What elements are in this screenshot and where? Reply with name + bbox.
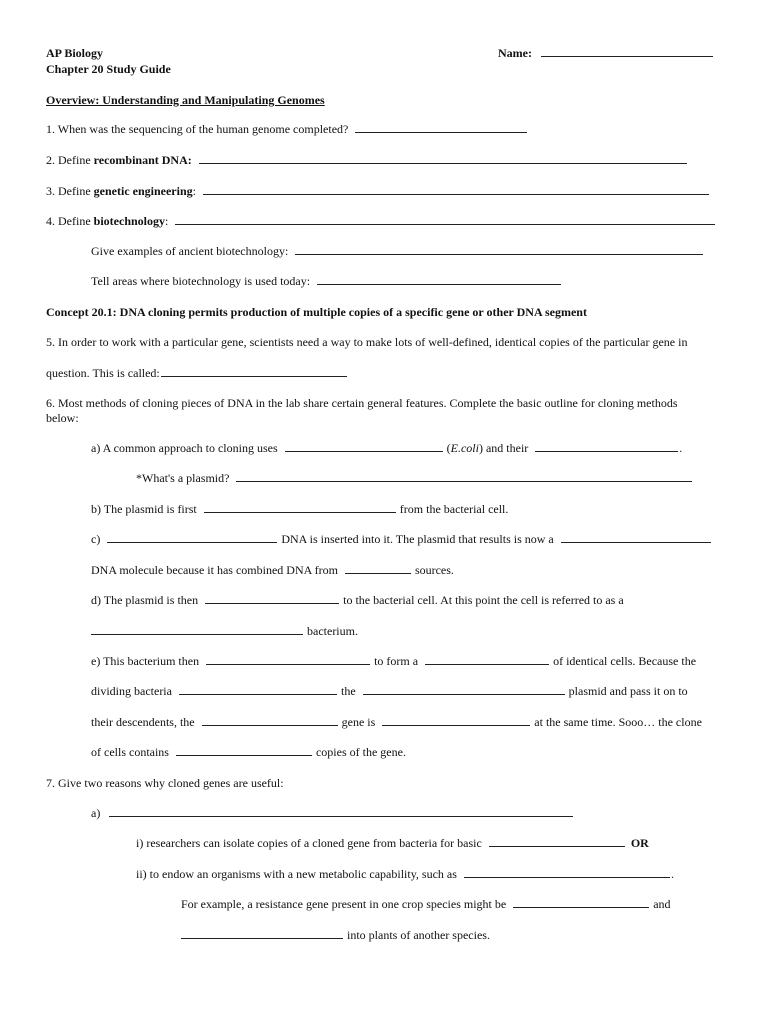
question-6a-blank-2[interactable] (535, 441, 678, 452)
question-6e2-prefix: dividing bacteria (91, 684, 172, 698)
question-6d-prefix: d) The plasmid is then (91, 593, 199, 607)
question-5-text-2: question. This is called: (46, 366, 160, 380)
overview-heading (46, 93, 325, 108)
question-6e-suffix: of identical cells. Because the (553, 654, 697, 668)
question-6c-line-2 (91, 563, 454, 578)
question-2 (46, 153, 688, 168)
question-3-suffix: : (192, 184, 196, 198)
question-4-blank[interactable] (175, 214, 715, 225)
question-4-ancient-text: Give examples of ancient biotechnology: (91, 244, 289, 258)
question-7ii (136, 867, 674, 882)
question-4-areas-text: Tell areas where biotechnology is used today: (91, 274, 311, 288)
question-6e3-mid: gene is (341, 715, 376, 729)
question-6e3-blank-2[interactable] (382, 715, 530, 726)
question-6a-blank-1[interactable] (285, 441, 443, 452)
question-6e3-prefix: their descendents, the (91, 715, 195, 729)
question-4-areas (91, 274, 562, 289)
question-6c2-blank[interactable] (345, 563, 411, 574)
question-7-example2-blank[interactable] (181, 928, 343, 939)
question-3 (46, 184, 710, 199)
question-6d (91, 593, 624, 608)
question-6b-suffix: from the bacterial cell. (399, 502, 509, 516)
question-6d-suffix: to the bacterial cell. At this point the cell is referred to as a (343, 593, 624, 607)
question-6b (91, 502, 508, 517)
question-6d2-blank[interactable] (91, 624, 303, 635)
question-6c-prefix: c) (91, 532, 101, 546)
question-6a-open: ( (446, 441, 451, 455)
question-7-example-text: For example, a resistance gene present in one crop species might be (181, 897, 507, 911)
question-6-line-1 (46, 396, 678, 411)
question-6e2-blank-1[interactable] (179, 684, 337, 695)
course-label: AP Biology (46, 46, 104, 60)
question-7-example-suffix: and (653, 897, 671, 911)
chapter-title (46, 62, 171, 77)
question-3-prefix: 3. Define (46, 184, 94, 198)
question-7ii-blank[interactable] (464, 867, 670, 878)
question-7-example-blank[interactable] (513, 897, 649, 908)
question-6e4-blank[interactable] (176, 745, 312, 756)
question-7ii-end: . (670, 867, 674, 881)
question-4-areas-blank[interactable] (317, 274, 561, 285)
question-6-line-2 (46, 411, 79, 426)
question-7 (46, 776, 284, 791)
question-1-text: 1. When was the sequencing of the human genome completed? (46, 122, 349, 136)
question-7-text: 7. Give two reasons why cloned genes are useful: (46, 776, 284, 790)
question-6d-line-2 (91, 624, 358, 639)
question-3-term: genetic engineering (93, 184, 193, 198)
question-2-blank[interactable] (199, 153, 687, 164)
question-6b-blank[interactable] (204, 502, 396, 513)
question-6c2-suffix: sources. (414, 563, 454, 577)
concept-heading-text: Concept 20.1: DNA cloning permits production of multiple copies of a specific gene or other DNA segment (46, 305, 587, 319)
question-6a-plasmid (136, 471, 693, 486)
question-6c2-prefix: DNA molecule because it has combined DNA from (91, 563, 338, 577)
question-6e3-suffix: at the same time. Sooo… the clone (534, 715, 702, 729)
question-5-blank[interactable] (161, 366, 347, 377)
question-6d-blank[interactable] (205, 593, 339, 604)
question-6e2-blank-2[interactable] (363, 684, 565, 695)
concept-heading (46, 305, 587, 320)
question-6e-blank-1[interactable] (206, 654, 370, 665)
question-6a (91, 441, 682, 456)
question-7i-or: OR (630, 836, 649, 850)
question-6e-line-4 (91, 745, 406, 760)
question-6-text-2: below: (46, 411, 79, 425)
question-6a-ecoli: E.coli (450, 441, 479, 455)
question-1 (46, 122, 528, 137)
question-6c-blank-2[interactable] (561, 532, 711, 543)
chapter-label: Chapter 20 Study Guide (46, 62, 171, 76)
question-6d2-text: bacterium. (307, 624, 358, 638)
question-4-suffix: : (165, 214, 169, 228)
question-6c (91, 532, 712, 547)
question-1-blank[interactable] (355, 122, 527, 133)
question-4-prefix: 4. Define (46, 214, 94, 228)
question-6e-line-3 (91, 715, 702, 730)
question-6e3-blank-1[interactable] (202, 715, 338, 726)
question-7i (136, 836, 649, 851)
question-6a-close: ) and their (478, 441, 529, 455)
question-5-line-2 (46, 366, 348, 381)
question-6b-prefix: b) The plasmid is first (91, 502, 197, 516)
question-6a-end: . (679, 441, 683, 455)
question-6-text: 6. Most methods of cloning pieces of DNA in the lab share certain general features. Complete the basic outline for cloning methods (46, 396, 678, 410)
question-6e4-suffix: copies of the gene. (315, 745, 406, 759)
name-blank[interactable] (541, 46, 713, 57)
question-4-ancient-blank[interactable] (295, 244, 703, 255)
question-3-blank[interactable] (203, 184, 709, 195)
question-2-term: recombinant DNA: (93, 153, 192, 167)
question-5-text: 5. In order to work with a particular gene, scientists need a way to make lots of well-defined, identical copies of the particular gene in (46, 335, 688, 349)
question-7ii-text: ii) to endow an organisms with a new metabolic capability, such as (136, 867, 457, 881)
question-7-example2-text: into plants of another species. (347, 928, 490, 942)
question-6e-mid: to form a (374, 654, 419, 668)
question-6e-blank-2[interactable] (425, 654, 549, 665)
question-6e2-suffix: plasmid and pass it on to (568, 684, 688, 698)
question-7a (91, 806, 574, 821)
question-6e-prefix: e) This bacterium then (91, 654, 200, 668)
question-4-term: biotechnology (93, 214, 165, 228)
name-label: Name: (498, 46, 532, 60)
question-4-ancient (91, 244, 704, 259)
question-5-line-1 (46, 335, 687, 350)
question-6a-plasmid-text: *What's a plasmid? (136, 471, 230, 485)
question-6c-blank-1[interactable] (107, 532, 277, 543)
question-7a-label: a) (91, 806, 101, 820)
question-6a-plasmid-blank[interactable] (236, 471, 692, 482)
question-7i-blank[interactable] (489, 836, 625, 847)
overview-heading-text: Overview: Understanding and Manipulating Genomes (46, 93, 325, 107)
name-field[interactable] (498, 46, 714, 61)
question-2-prefix: 2. Define (46, 153, 94, 167)
question-6e-line-2 (91, 684, 688, 699)
question-7-example-line-2 (181, 928, 490, 943)
question-6e2-mid: the (340, 684, 356, 698)
question-7i-text: i) researchers can isolate copies of a cloned gene from bacteria for basic (136, 836, 482, 850)
question-7a-blank[interactable] (109, 806, 573, 817)
question-6e (91, 654, 696, 669)
question-4 (46, 214, 716, 229)
question-6e4-prefix: of cells contains (91, 745, 169, 759)
question-6c-mid: DNA is inserted into it. The plasmid that results is now a (281, 532, 554, 546)
question-6a-prefix: a) A common approach to cloning uses (91, 441, 278, 455)
question-7-example (181, 897, 671, 912)
course-title (46, 46, 103, 61)
